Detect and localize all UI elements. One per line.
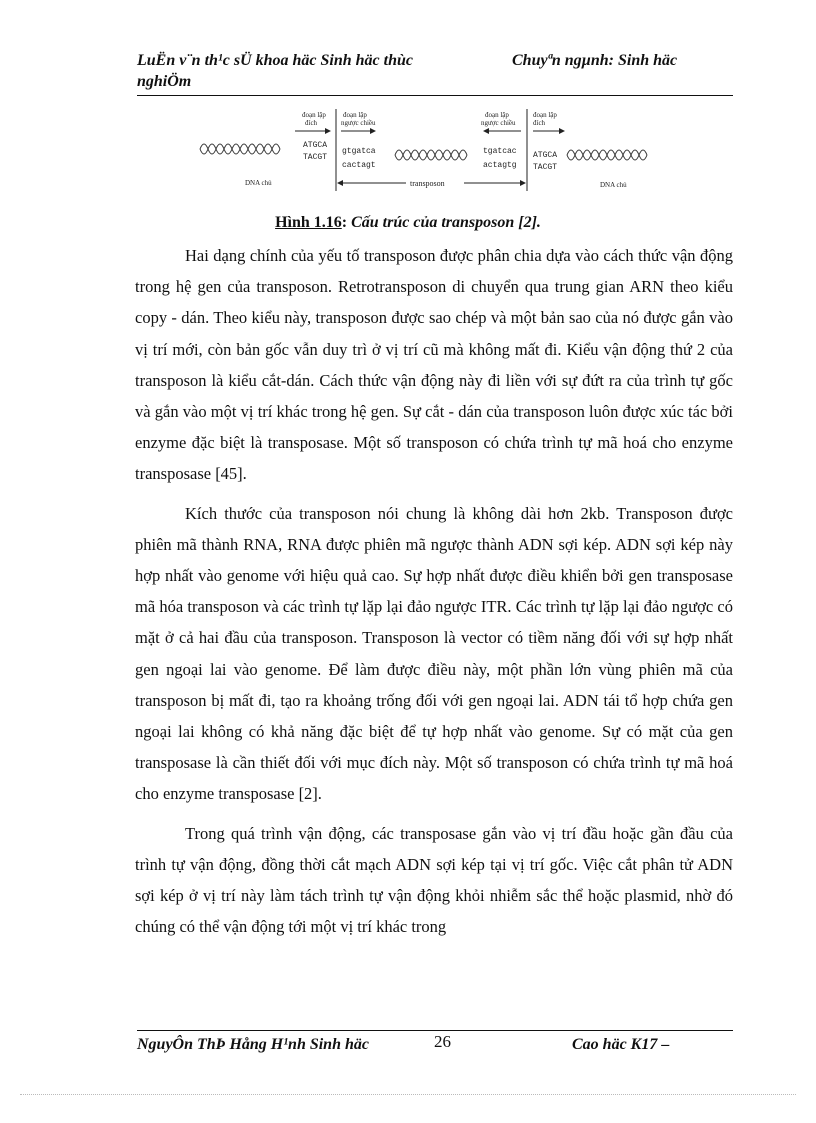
- body-text: [135, 240, 733, 942]
- footer-rule: [137, 1030, 733, 1031]
- caption-separator: :: [341, 214, 352, 231]
- dna-right-label: DNA chủ: [600, 181, 627, 189]
- page-edge-divider: [20, 1094, 796, 1095]
- left-direct-seq-bottom: TACGT: [303, 153, 328, 162]
- left-inverted-seq-top: gtgatca: [342, 147, 376, 156]
- transposon-diagram: [195, 107, 655, 199]
- page-header: [137, 50, 733, 96]
- header-specialty: Chuyªn ngµnh: Sinh häc: [512, 52, 678, 69]
- left-direct-seq-top: ATGCA: [303, 141, 328, 150]
- right-inverted-seq-top: tgatcac: [483, 147, 517, 156]
- paragraph-1: Hai dạng chính của yếu tố transposon được phân chia dựa vào cách thức vận động trong hệ gen của transposon. Retrotransposon di chuyển qua trung gian ARN theo kiểu copy - dán. Theo kiểu này, transposon được sao chép và một bản sao của nó được gắn vào vị trí mới, còn bản gốc vẫn duy trì ở vị trí cũ mà không mất đi. Kiểu vận động thứ 2 của transposon là kiểu cắt-dán. Cách thức vận động này đi liền với sự đứt ra của trình tự gốc và gắn vào một vị trí khác trong hệ gen. Sự cắt - dán của transposon luôn được xúc tác bởi enzyme đặc biệt là transposase. Một số transposon có chứa trình tự mã hoá cho enzyme transposase [45].: [135, 246, 733, 484]
- header-thesis-title: LuËn v¨n th¹c sÜ khoa häc Sinh häc thùc nghiÖm: [137, 52, 413, 90]
- dna-left-label: DNA chủ: [245, 179, 272, 187]
- paragraph-2: Kích thước của transposon nói chung là không dài hơn 2kb. Transposon được phiên mã thành RNA, RNA được phiên mã ngược thành ADN sợi kép. ADN sợi kép này hợp nhất vào genome với hiệu quả cao. Sự hợp nhất được điều khiển bởi gen transposase mã hóa transposon và các trình tự lặp lại đảo ngược ITR. Các trình tự lặp lại đảo ngược có mặt ở cả hai đầu của transposon. Transposon là vector có tiềm năng đối với sự hợp nhất gen ngoại lai vào genome. Để làm được điều này, một phần lớn vùng phiên mã của transposon bị mất đi, tạo ra khoảng trống đối với gen ngoại lai. ADN tái tổ hợp chứa gen ngoại lai không có khả năng đặc biệt để tự hợp nhất vào genome. Sự có mặt của gen transposase là cần thiết đối với mục đích này. Một số transposon có chứa trình tự mã hoá cho enzyme transposase [2].: [135, 503, 733, 804]
- inverted-repeat-right-label-2: ngược chiều: [481, 119, 516, 127]
- inverted-repeat-left-arrowhead: [370, 128, 376, 134]
- footer-author: NguyÔn ThÞ Hång H¹nh Sinh häc: [137, 1036, 369, 1053]
- direct-repeat-left-label-1: đoạn lặp: [302, 111, 326, 119]
- dna-helix-transposon: [395, 150, 467, 160]
- inverted-repeat-left-label-1: đoạn lặp: [343, 111, 367, 119]
- header-rule: [137, 95, 733, 96]
- direct-repeat-right-label-1: đoạn lặp: [533, 111, 557, 119]
- page-number: 26: [434, 1032, 451, 1051]
- right-direct-seq-bottom: TACGT: [533, 163, 558, 172]
- dna-helix-left: [200, 144, 280, 154]
- transposon-label: transposon: [410, 179, 445, 188]
- footer-course: Cao häc K17 –: [572, 1036, 670, 1053]
- inverted-repeat-right-arrowhead: [483, 128, 489, 134]
- transposon-span-arrowhead-left: [337, 180, 343, 186]
- dna-helix-right: [567, 150, 647, 160]
- direct-repeat-left-label-2: đích: [305, 119, 318, 127]
- left-inverted-seq-bottom: cactagt: [342, 161, 376, 170]
- paragraph-3: Trong quá trình vận động, các transposase gắn vào vị trí đầu hoặc gần đầu của trình tự vận động, đồng thời cắt mạch ADN sợi kép tại vị trí gốc. Việc cắt phân tử ADN sợi kép ở vị trí này làm tách trình tự vận động khỏi nhiễm sắc thể hoặc plasmid, nhờ đó chúng có thể vận động tới một vị trí khác trong: [135, 823, 733, 937]
- direct-repeat-right-arrowhead: [559, 128, 565, 134]
- caption-label: Hình 1.16: [275, 214, 342, 231]
- direct-repeat-left-arrowhead: [325, 128, 331, 134]
- inverted-repeat-left-label-2: ngược chiều: [341, 119, 376, 127]
- inverted-repeat-right-label-1: đoạn lặp: [485, 111, 509, 119]
- figure-caption: [0, 214, 816, 232]
- transposon-figure: [195, 107, 655, 199]
- right-inverted-seq-bottom: actagtg: [483, 161, 517, 170]
- caption-text: Cấu trúc của transposon [2].: [351, 214, 541, 231]
- direct-repeat-right-label-2: đích: [533, 119, 546, 127]
- transposon-span-arrowhead-right: [520, 180, 526, 186]
- right-direct-seq-top: ATGCA: [533, 151, 558, 160]
